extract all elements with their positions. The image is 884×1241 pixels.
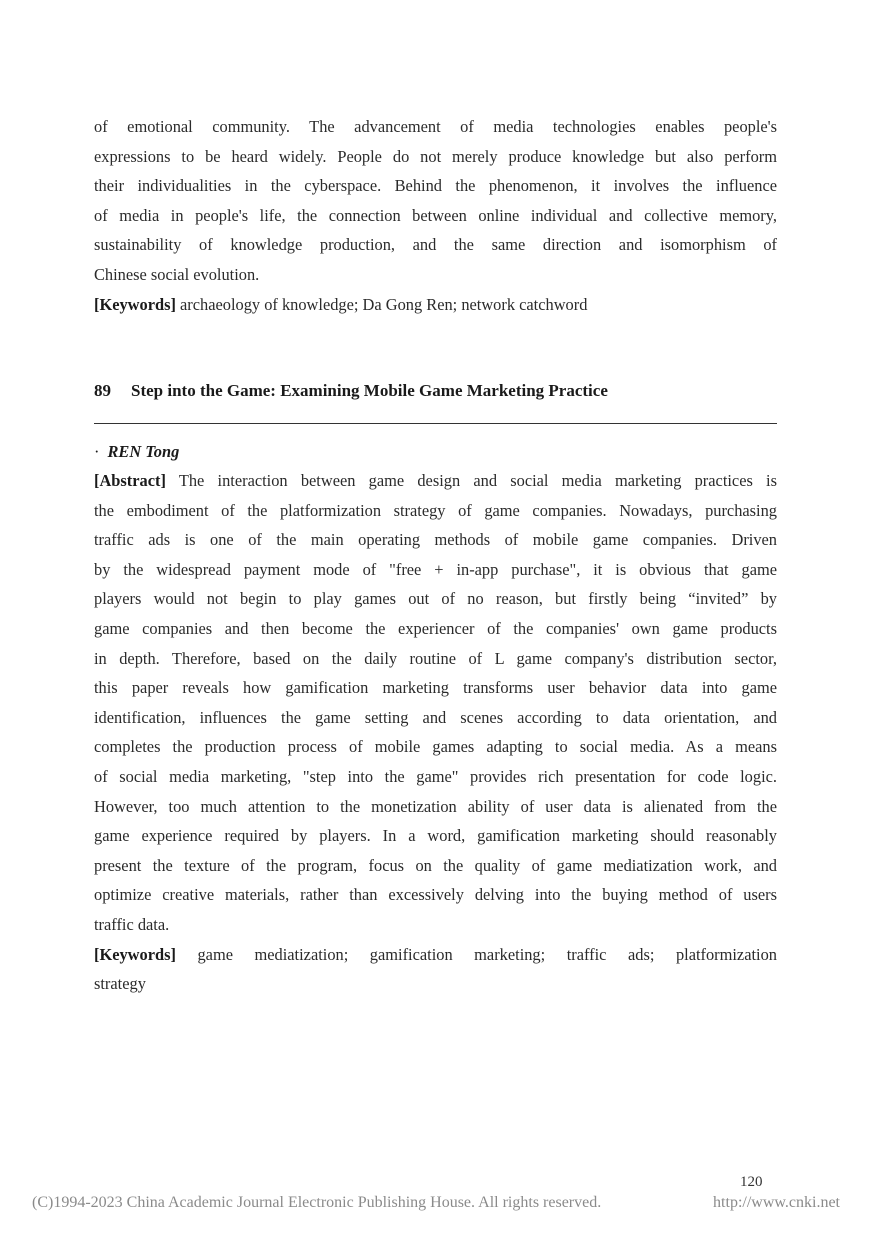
abstract-line: present the texture of the program, focus on the quality of game mediatization work, and bbox=[94, 855, 777, 875]
abstract-line: of social media marketing, "step into the game" provides rich presentation for code logic. bbox=[94, 766, 777, 786]
abstract-line: their individualities in the cyberspace. Behind the phenomenon, it involves the influence bbox=[94, 176, 777, 196]
abstract-line: game experience required by players. In a word, gamification marketing should reasonably bbox=[94, 826, 777, 846]
article-number: 89 bbox=[94, 381, 111, 400]
abstract-text: The interaction between game design and social media marketing practices is bbox=[165, 471, 777, 490]
abstract-line: this paper reveals how gamification marketing transforms user behavior data into game bbox=[94, 678, 777, 698]
author-bullet: · bbox=[94, 442, 100, 461]
abstract-line: completes the production process of mobile games adapting to social media. As a means bbox=[94, 737, 777, 757]
article-heading bbox=[94, 378, 777, 404]
footer-url[interactable]: http://www.cnki.net bbox=[713, 1194, 840, 1211]
abstract-line: game companies and then become the experiencer of the companies' own game products bbox=[94, 618, 777, 638]
abstract-line: in depth. Therefore, based on the daily routine of L game company's distribution sector, bbox=[94, 648, 777, 668]
keywords-label: [Keywords] bbox=[94, 944, 176, 964]
keywords-paragraph bbox=[94, 290, 777, 320]
abstract-line: sustainability of knowledge production, and the same direction and isomorphism of bbox=[94, 235, 777, 255]
title-divider bbox=[94, 423, 777, 424]
previous-article-abstract bbox=[94, 112, 777, 319]
abstract-label: [Abstract] bbox=[94, 471, 166, 490]
keywords-label: [Keywords] bbox=[94, 294, 176, 314]
article-body bbox=[94, 437, 777, 999]
page-number: 120 bbox=[740, 1174, 763, 1190]
author-name: REN Tong bbox=[107, 442, 180, 461]
keywords-text: archaeology of knowledge; Da Gong Ren; network catchword bbox=[175, 294, 588, 314]
keywords-continuation: strategy bbox=[94, 974, 146, 994]
author-line bbox=[94, 437, 777, 466]
abstract-line: Chinese social evolution. bbox=[94, 264, 260, 284]
abstract-line: of media in people's life, the connection between online individual and collective memory, bbox=[94, 205, 777, 225]
abstract-line: optimize creative materials, rather than excessively delving into the buying method of users bbox=[94, 885, 777, 905]
abstract-line: identification, influences the game setting and scenes according to data orientation, and bbox=[94, 707, 777, 727]
abstract-line: players would not begin to play games out of no reason, but firstly being “invited” by bbox=[94, 589, 777, 609]
abstract-line: expressions to be heard widely. People do not merely produce knowledge but also perform bbox=[94, 146, 777, 166]
abstract-line: traffic data. bbox=[94, 914, 170, 934]
footer-copyright: (C)1994-2023 China Academic Journal Electronic Publishing House. All rights reserved. bbox=[32, 1194, 602, 1211]
abstract-line: However, too much attention to the monetization ability of user data is alienated from the bbox=[94, 796, 777, 816]
abstract-line: the embodiment of the platformization strategy of game companies. Nowadays, purchasing bbox=[94, 500, 777, 520]
keywords-text: game mediatization; gamification marketing; traffic ads; platformization bbox=[175, 944, 777, 964]
article-title: Step into the Game: Examining Mobile Game Marketing Practice bbox=[131, 381, 608, 400]
keywords-paragraph bbox=[94, 940, 777, 970]
abstract-line bbox=[94, 466, 777, 496]
abstract-line: by the widespread payment mode of "free + in-app purchase", it is obvious that game bbox=[94, 559, 777, 579]
abstract-line: of emotional community. The advancement of media technologies enables people's bbox=[94, 117, 777, 136]
abstract-line: traffic ads is one of the main operating methods of mobile game companies. Driven bbox=[94, 530, 777, 550]
footer bbox=[32, 1194, 840, 1212]
